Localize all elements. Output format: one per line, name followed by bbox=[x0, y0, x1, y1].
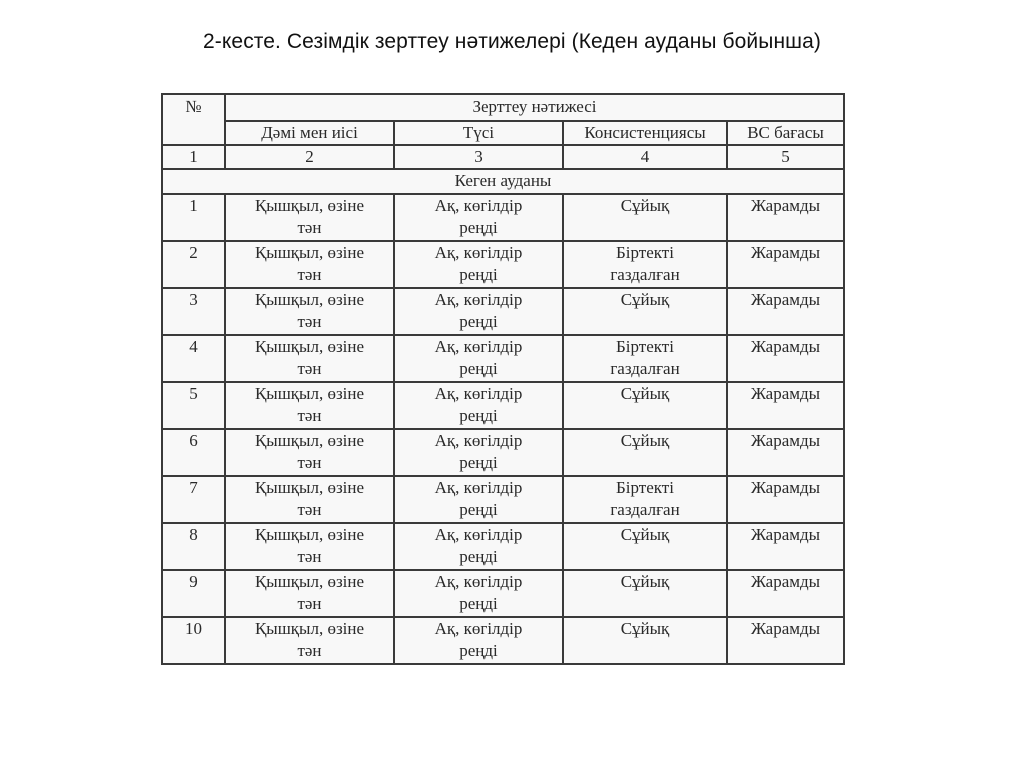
grade-cell bbox=[727, 476, 844, 523]
consistency-line bbox=[564, 546, 726, 568]
taste-cell bbox=[225, 523, 394, 570]
consistency-cell bbox=[563, 570, 727, 617]
consistency-line: Сұйық bbox=[620, 572, 670, 591]
consistency-line: Сұйық bbox=[620, 431, 670, 450]
consistency-line: Сұйық bbox=[620, 525, 670, 544]
color-line: реңді bbox=[459, 594, 498, 613]
header-group-results: Зерттеу нәтижесі bbox=[225, 94, 844, 121]
consistency-line: Сұйық bbox=[620, 196, 670, 215]
grade-cell bbox=[727, 335, 844, 382]
taste-cell bbox=[225, 335, 394, 382]
consistency-line bbox=[564, 405, 726, 427]
grade-cell bbox=[727, 194, 844, 241]
taste-line: тән bbox=[297, 218, 322, 237]
consistency-line bbox=[564, 640, 726, 662]
taste-cell bbox=[225, 429, 394, 476]
taste-line: Қышқыл, өзіне bbox=[254, 384, 365, 403]
color-line: реңді bbox=[459, 641, 498, 660]
header-grade: ВС бағасы bbox=[727, 121, 844, 145]
consistency-line: газдалған bbox=[610, 500, 680, 519]
color-line: Ақ, көгілдір bbox=[434, 290, 523, 309]
grade-cell bbox=[727, 570, 844, 617]
color-line: реңді bbox=[459, 406, 498, 425]
taste-line: тән bbox=[297, 453, 322, 472]
row-number: 8 bbox=[189, 525, 198, 544]
grade-cell bbox=[727, 241, 844, 288]
color-line: реңді bbox=[459, 265, 498, 284]
table-row bbox=[162, 382, 844, 429]
grade-value: Жарамды bbox=[750, 431, 821, 450]
grade-value: Жарамды bbox=[750, 619, 821, 638]
color-cell bbox=[394, 288, 563, 335]
taste-line: Қышқыл, өзіне bbox=[254, 572, 365, 591]
taste-line: тән bbox=[297, 265, 322, 284]
taste-cell bbox=[225, 241, 394, 288]
color-cell bbox=[394, 570, 563, 617]
color-cell bbox=[394, 617, 563, 664]
row-number: 10 bbox=[185, 619, 202, 638]
consistency-cell bbox=[563, 335, 727, 382]
grade-value: Жарамды bbox=[750, 525, 821, 544]
consistency-line bbox=[564, 593, 726, 615]
header-row-columns bbox=[162, 121, 844, 145]
consistency-line: Сұйық bbox=[620, 619, 670, 638]
color-line: Ақ, көгілдір bbox=[434, 478, 523, 497]
consistency-cell bbox=[563, 523, 727, 570]
header-consistency: Консистенциясы bbox=[563, 121, 727, 145]
table-row bbox=[162, 476, 844, 523]
header-number: № bbox=[162, 94, 225, 145]
table-row bbox=[162, 288, 844, 335]
row-number-cell bbox=[162, 241, 225, 288]
color-cell bbox=[394, 241, 563, 288]
grade-cell bbox=[727, 523, 844, 570]
consistency-cell bbox=[563, 382, 727, 429]
section-title: Кеген ауданы bbox=[162, 169, 844, 194]
taste-line: Қышқыл, өзіне bbox=[254, 431, 365, 450]
consistency-cell bbox=[563, 194, 727, 241]
taste-cell bbox=[225, 570, 394, 617]
numbering-cell: 2 bbox=[225, 145, 394, 169]
numbering-cell: 1 bbox=[162, 145, 225, 169]
color-line: реңді bbox=[459, 500, 498, 519]
consistency-cell bbox=[563, 429, 727, 476]
color-line: Ақ, көгілдір bbox=[434, 572, 523, 591]
grade-cell bbox=[727, 382, 844, 429]
grade-cell bbox=[727, 429, 844, 476]
row-number: 9 bbox=[189, 572, 198, 591]
section-row bbox=[162, 169, 844, 194]
consistency-cell bbox=[563, 476, 727, 523]
row-number: 6 bbox=[189, 431, 198, 450]
color-line: реңді bbox=[459, 453, 498, 472]
color-line: реңді bbox=[459, 218, 498, 237]
row-number-cell bbox=[162, 194, 225, 241]
grade-value: Жарамды bbox=[750, 290, 821, 309]
taste-line: Қышқыл, өзіне bbox=[254, 478, 365, 497]
row-number-cell bbox=[162, 382, 225, 429]
color-cell bbox=[394, 523, 563, 570]
taste-line: Қышқыл, өзіне bbox=[254, 337, 365, 356]
taste-line: Қышқыл, өзіне bbox=[254, 619, 365, 638]
color-line: реңді bbox=[459, 547, 498, 566]
consistency-cell bbox=[563, 241, 727, 288]
grade-value: Жарамды bbox=[750, 572, 821, 591]
numbering-cell: 4 bbox=[563, 145, 727, 169]
color-line: Ақ, көгілдір bbox=[434, 337, 523, 356]
grade-cell bbox=[727, 617, 844, 664]
row-number: 7 bbox=[189, 478, 198, 497]
taste-cell bbox=[225, 617, 394, 664]
header-color: Түсі bbox=[394, 121, 563, 145]
row-number: 5 bbox=[189, 384, 198, 403]
consistency-line: Біртекті bbox=[616, 243, 674, 262]
consistency-line bbox=[564, 452, 726, 474]
color-line: Ақ, көгілдір bbox=[434, 431, 523, 450]
grade-value: Жарамды bbox=[750, 384, 821, 403]
consistency-line: газдалған bbox=[610, 265, 680, 284]
taste-line: Қышқыл, өзіне bbox=[254, 243, 365, 262]
row-number-cell bbox=[162, 570, 225, 617]
row-number: 1 bbox=[189, 196, 198, 215]
taste-cell bbox=[225, 382, 394, 429]
color-line: Ақ, көгілдір bbox=[434, 384, 523, 403]
taste-line: тән bbox=[297, 359, 322, 378]
row-number-cell bbox=[162, 288, 225, 335]
color-line: Ақ, көгілдір bbox=[434, 196, 523, 215]
consistency-line: Сұйық bbox=[620, 384, 670, 403]
consistency-line: Біртекті bbox=[616, 478, 674, 497]
taste-cell bbox=[225, 194, 394, 241]
row-number-cell bbox=[162, 617, 225, 664]
consistency-cell bbox=[563, 288, 727, 335]
table-row bbox=[162, 335, 844, 382]
numbering-cell: 3 bbox=[394, 145, 563, 169]
header-taste: Дәмі мен иісі bbox=[225, 121, 394, 145]
row-number-cell bbox=[162, 335, 225, 382]
grade-value: Жарамды bbox=[750, 196, 821, 215]
consistency-line: Сұйық bbox=[620, 290, 670, 309]
row-number-cell bbox=[162, 429, 225, 476]
consistency-line bbox=[564, 217, 726, 239]
consistency-line: газдалған bbox=[610, 359, 680, 378]
taste-line: Қышқыл, өзіне bbox=[254, 290, 365, 309]
color-cell bbox=[394, 429, 563, 476]
row-number: 3 bbox=[189, 290, 198, 309]
color-cell bbox=[394, 382, 563, 429]
taste-line: тән bbox=[297, 406, 322, 425]
taste-cell bbox=[225, 288, 394, 335]
color-cell bbox=[394, 194, 563, 241]
color-cell bbox=[394, 335, 563, 382]
taste-line: тән bbox=[297, 312, 322, 331]
grade-cell bbox=[727, 288, 844, 335]
header-row-numbering bbox=[162, 145, 844, 169]
consistency-line: Біртекті bbox=[616, 337, 674, 356]
table-row bbox=[162, 194, 844, 241]
results-table bbox=[161, 93, 845, 665]
color-line: Ақ, көгілдір bbox=[434, 525, 523, 544]
color-cell bbox=[394, 476, 563, 523]
row-number: 4 bbox=[189, 337, 198, 356]
color-line: реңді bbox=[459, 359, 498, 378]
slide-title: 2-кесте. Сезімдік зерттеу нәтижелері (Кеден ауданы бойынша) bbox=[203, 30, 821, 53]
taste-cell bbox=[225, 476, 394, 523]
numbering-cell: 5 bbox=[727, 145, 844, 169]
color-line: Ақ, көгілдір bbox=[434, 243, 523, 262]
grade-value: Жарамды bbox=[750, 478, 821, 497]
grade-value: Жарамды bbox=[750, 337, 821, 356]
row-number: 2 bbox=[189, 243, 198, 262]
table-row bbox=[162, 570, 844, 617]
taste-line: Қышқыл, өзіне bbox=[254, 525, 365, 544]
taste-line: тән bbox=[297, 547, 322, 566]
taste-line: тән bbox=[297, 641, 322, 660]
consistency-cell bbox=[563, 617, 727, 664]
taste-line: тән bbox=[297, 594, 322, 613]
taste-line: тән bbox=[297, 500, 322, 519]
color-line: реңді bbox=[459, 312, 498, 331]
taste-line: Қышқыл, өзіне bbox=[254, 196, 365, 215]
row-number-cell bbox=[162, 523, 225, 570]
table-row bbox=[162, 429, 844, 476]
results-table-body bbox=[162, 94, 844, 664]
consistency-line bbox=[564, 311, 726, 333]
table-row bbox=[162, 523, 844, 570]
color-line: Ақ, көгілдір bbox=[434, 619, 523, 638]
table-row bbox=[162, 617, 844, 664]
grade-value: Жарамды bbox=[750, 243, 821, 262]
header-row-group bbox=[162, 94, 844, 121]
row-number-cell bbox=[162, 476, 225, 523]
table-row bbox=[162, 241, 844, 288]
